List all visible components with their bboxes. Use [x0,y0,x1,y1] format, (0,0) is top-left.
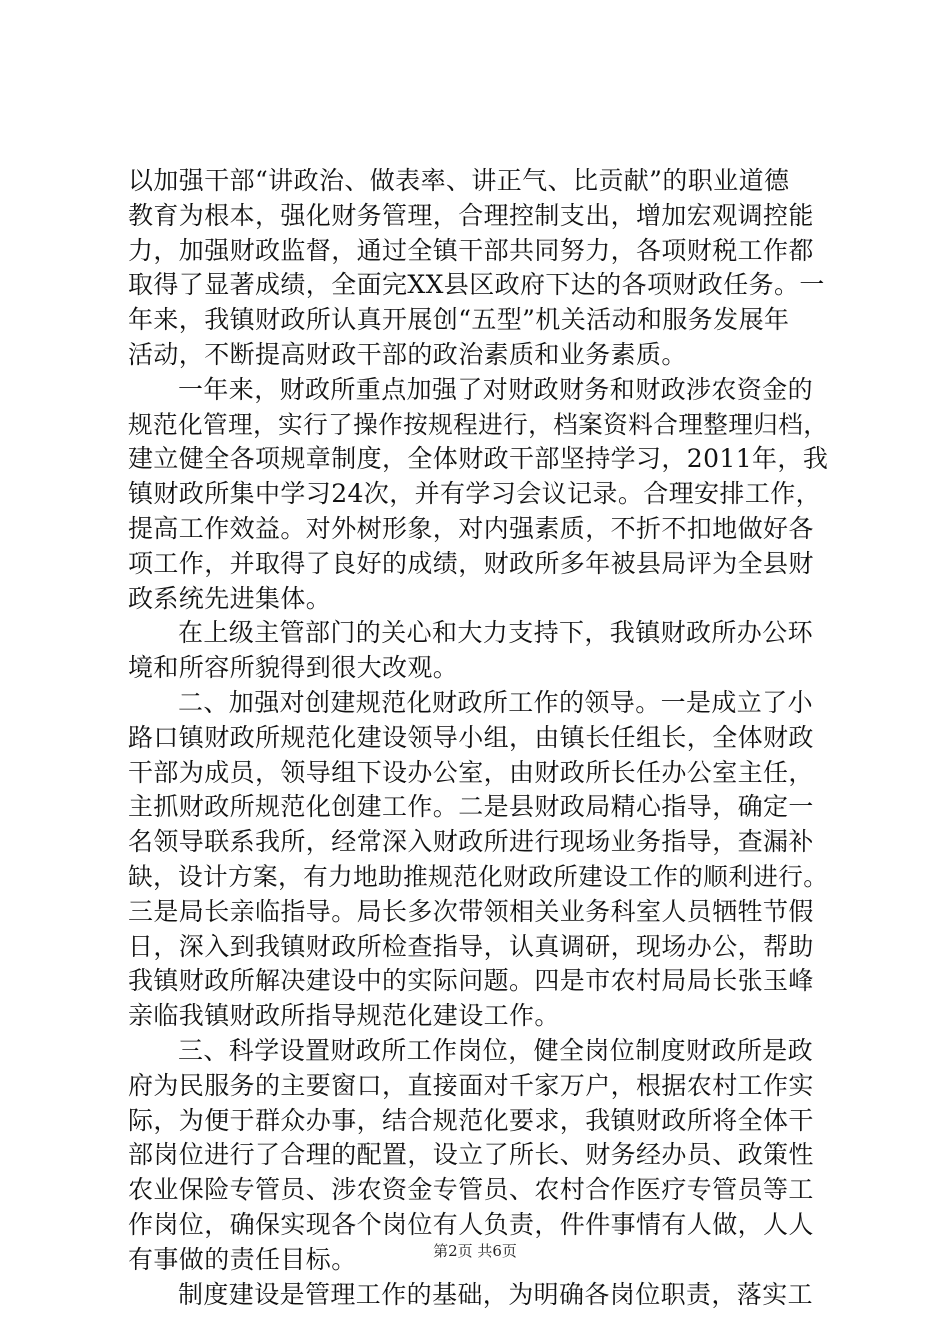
text-line: 农业保险专管员、涉农资金专管员、农村合作医疗专管员等工 [128,1175,814,1205]
text-line: 镇财政所集中学习24次，并有学习会议记录。合理安排工作， [128,479,822,509]
text-line: 项工作，并取得了良好的成绩，财政所多年被县局评为全县财 [128,548,814,578]
text-line: 二、加强对创建规范化财政所工作的领导。一是成立了小 [178,687,814,717]
text-line: 日，深入到我镇财政所检查指导，认真调研，现场办公，帮助 [128,931,814,961]
text-line: 三是局长亲临指导。局长多次带领相关业务科室人员牺牲节假 [128,896,814,926]
text-line: 缺，设计方案，有力地助推规范化财政所建设工作的顺利进行。 [128,861,829,891]
text-line: 活动，不断提高财政干部的政治素质和业务素质。 [128,339,687,369]
text-line: 建立健全各项规章制度，全体财政干部坚持学习，2011年，我 [128,444,829,474]
text-line: 提高工作效益。对外树形象，对内强素质，不折不扣地做好各 [128,513,814,543]
page-footer: 第2页 共6页 [433,1242,517,1260]
text-line: 主抓财政所规范化创建工作。二是县财政局精心指导，确定一 [128,792,814,822]
text-line: 境和所容所貌得到很大改观。 [128,653,459,683]
text-line: 制度建设是管理工作的基础，为明确各岗位职责，落实工 [178,1279,814,1309]
text-line: 年来，我镇财政所认真开展创“五型”机关活动和服务发展年 [128,305,790,335]
text-line: 规范化管理，实行了操作按规程进行，档案资料合理整理归档， [128,409,829,439]
text-line: 取得了显著成绩，全面完XX县区政府下达的各项财政任务。一 [128,270,825,300]
text-line: 有事做的责任目标。 [128,1244,357,1274]
text-line: 三、科学设置财政所工作岗位，健全岗位制度财政所是政 [178,1035,814,1065]
text-line: 在上级主管部门的关心和大力支持下，我镇财政所办公环 [178,618,814,648]
text-line: 我镇财政所解决建设中的实际问题。四是市农村局局长张玉峰 [128,966,814,996]
document-body [128,164,828,1312]
text-line: 作岗位，确保实现各个岗位有人负责，件件事情有人做，人人 [128,1209,814,1239]
text-line: 部岗位进行了合理的配置，设立了所长、财务经办员、政策性 [128,1140,814,1170]
text-line: 力，加强财政监督，通过全镇干部共同努力，各项财税工作都 [128,235,814,265]
text-line: 名领导联系我所，经常深入财政所进行现场业务指导，查漏补 [128,827,814,857]
text-line: 亲临我镇财政所指导规范化建设工作。 [128,1001,560,1031]
text-line: 路口镇财政所规范化建设领导小组，由镇长任组长，全体财政 [128,722,814,752]
text-line: 教育为根本，强化财务管理，合理控制支出，增加宏观调控能 [128,200,814,230]
text-line: 政系统先进集体。 [128,583,332,613]
text-line: 一年来，财政所重点加强了对财政财务和财政涉农资金的 [178,374,814,404]
text-line: 以加强干部“讲政治、做表率、讲正气、比贡献”的职业道德 [128,166,790,195]
text-line: 干部为成员，领导组下设办公室，由财政所长任办公室主任， [128,757,814,787]
text-line: 际，为便于群众办事，结合规范化要求，我镇财政所将全体干 [128,1105,814,1135]
text-line: 府为民服务的主要窗口，直接面对千家万户，根据农村工作实 [128,1070,814,1100]
